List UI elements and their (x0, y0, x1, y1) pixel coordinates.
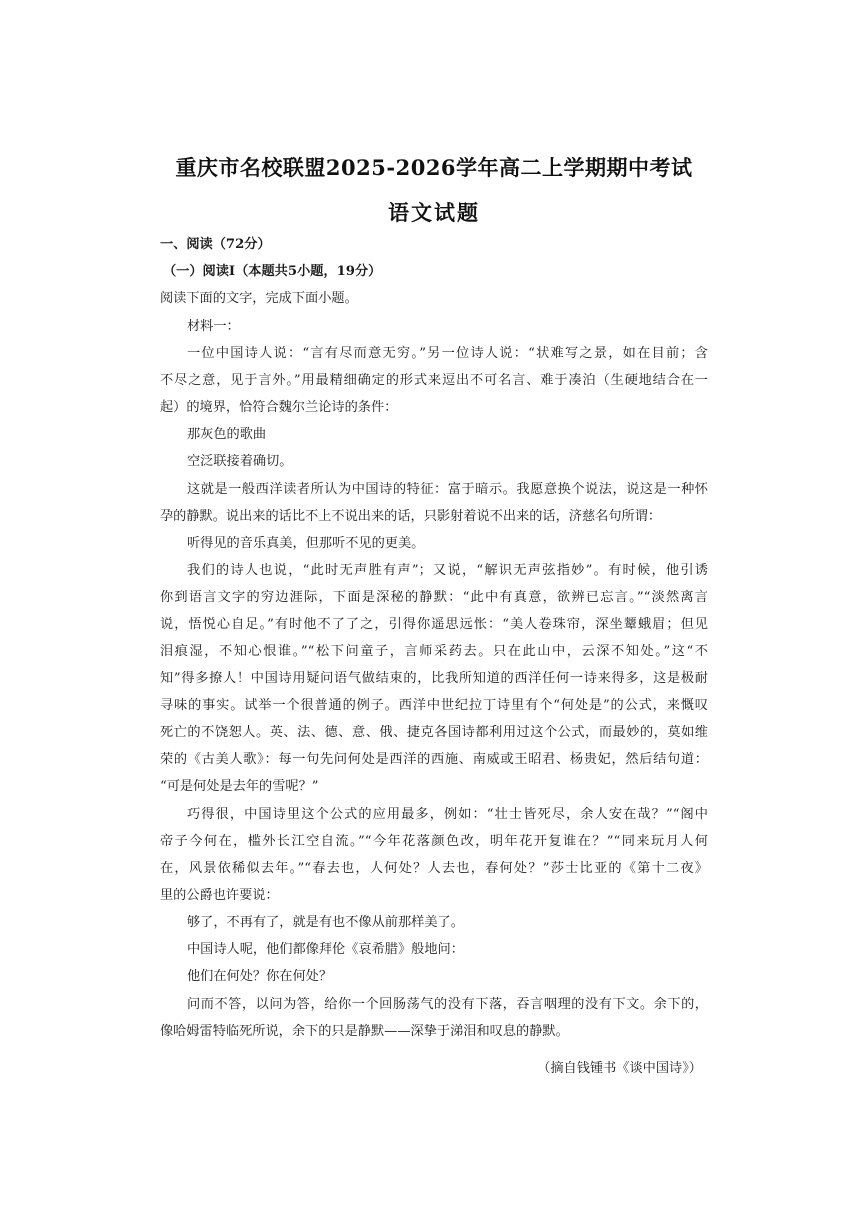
passage-line: 中国诗人呢，他们都像拜伦《哀希腊》般地问： (187, 942, 464, 957)
passage-line: 起）的境界，恰符合魏尔兰论诗的条件： (160, 400, 398, 415)
quote-line: 听得见的音乐真美，但那听不见的更美。 (187, 536, 425, 551)
passage-line: 死亡的不饶恕人。英、法、德、意、俄、捷克各国诗都利用过这个公式，而最妙的，莫如维 (160, 725, 708, 740)
passage-line: 孕的静默。说出来的话比不上不说出来的话，只影射着说不出来的话，济慈名句所谓： (160, 509, 662, 524)
quote-line: 够了，不再有了，就是有也不像从前那样美了。 (187, 915, 464, 930)
section-heading: 一、阅读（72分） (160, 237, 271, 252)
passage-line: 荣的《古美人歌》：每一句先问何处是西洋的西施、南威或王昭君、杨贵妃，然后结句道： (160, 752, 708, 767)
poem-line: 空泛联接着确切。 (187, 454, 293, 469)
passage-line: 我们的诗人也说，“此时无声胜有声”；又说，“解识无声弦指妙”。有时候，他引诱 (187, 563, 708, 578)
passage-line: 一位中国诗人说：“言有尽而意无穷。”另一位诗人说：“状难写之景，如在目前；含 (187, 346, 708, 361)
passage-line: 像哈姆雷特临死所说，余下的只是静默——深挚于涕泪和叹息的静默。 (160, 1024, 569, 1039)
exam-subtitle: 语文试题 (388, 200, 480, 225)
passage-line: 巧得很，中国诗里这个公式的应用最多，例如：“壮士皆死尽，余人安在哉？”“阁中 (187, 807, 708, 822)
passage-line: 在，风景依稀似去年。”“春去也，人何处？人去也，春何处？”莎士比亚的《第十二夜》 (160, 861, 708, 876)
subsection-heading: （一）阅读Ⅰ（本题共5小题，19分） (163, 264, 382, 279)
passage-line: 这就是一般西洋读者所认为中国诗的特征：富于暗示。我愿意换个说法，说这是一种怀 (187, 482, 708, 497)
material-label: 材料一： (187, 319, 240, 334)
passage-line: 里的公爵也许要说： (160, 888, 279, 903)
passage-line: “可是何处是去年的雪呢？” (160, 779, 319, 794)
quote-line: 他们在何处？你在何处？ (187, 969, 333, 984)
passage-line: 知”得多撩人！中国诗用疑问语气做结束的，比我所知道的西洋任何一诗来得多，这是极耐 (160, 671, 708, 686)
source-citation: （摘自钱锺书《谈中国诗》） (537, 1061, 702, 1077)
passage-line: 你到语言文字的穷边涯际，下面是深秘的静默：“此中有真意，欲辨已忘言。”“淡然离言 (160, 590, 708, 605)
instruction-text: 阅读下面的文字，完成下面小题。 (160, 291, 358, 306)
passage-line: 泪痕湿，不知心恨谁。”“松下问童子，言师采药去。只在此山中，云深不知处。”这“不 (160, 644, 708, 659)
passage-line: 寻味的事实。试举一个很普通的例子。西洋中世纪拉丁诗里有个“何处是”的公式，来慨叹 (160, 698, 708, 713)
passage-line: 帝子今何在，槛外长江空自流。”“今年花落颜色改，明年花开复谁在？”“同来玩月人何 (160, 834, 708, 849)
poem-line: 那灰色的歌曲 (187, 427, 267, 442)
passage-line: 不尽之意，见于言外。”用最精细确定的形式来逗出不可名言、难于凑泊（生硬地结合在一 (160, 373, 708, 388)
passage-line: 说，悟悦心自足。”有时他不了了之，引得你遥思远怅：“美人卷珠帘，深坐颦蛾眉；但见 (160, 617, 708, 632)
exam-title: 重庆市名校联盟2025-2026学年高二上学期期中考试 (175, 155, 693, 180)
passage-line: 问而不答，以问为答，给你一个回肠荡气的没有下落，吞言咽理的没有下文。余下的， (187, 997, 708, 1012)
